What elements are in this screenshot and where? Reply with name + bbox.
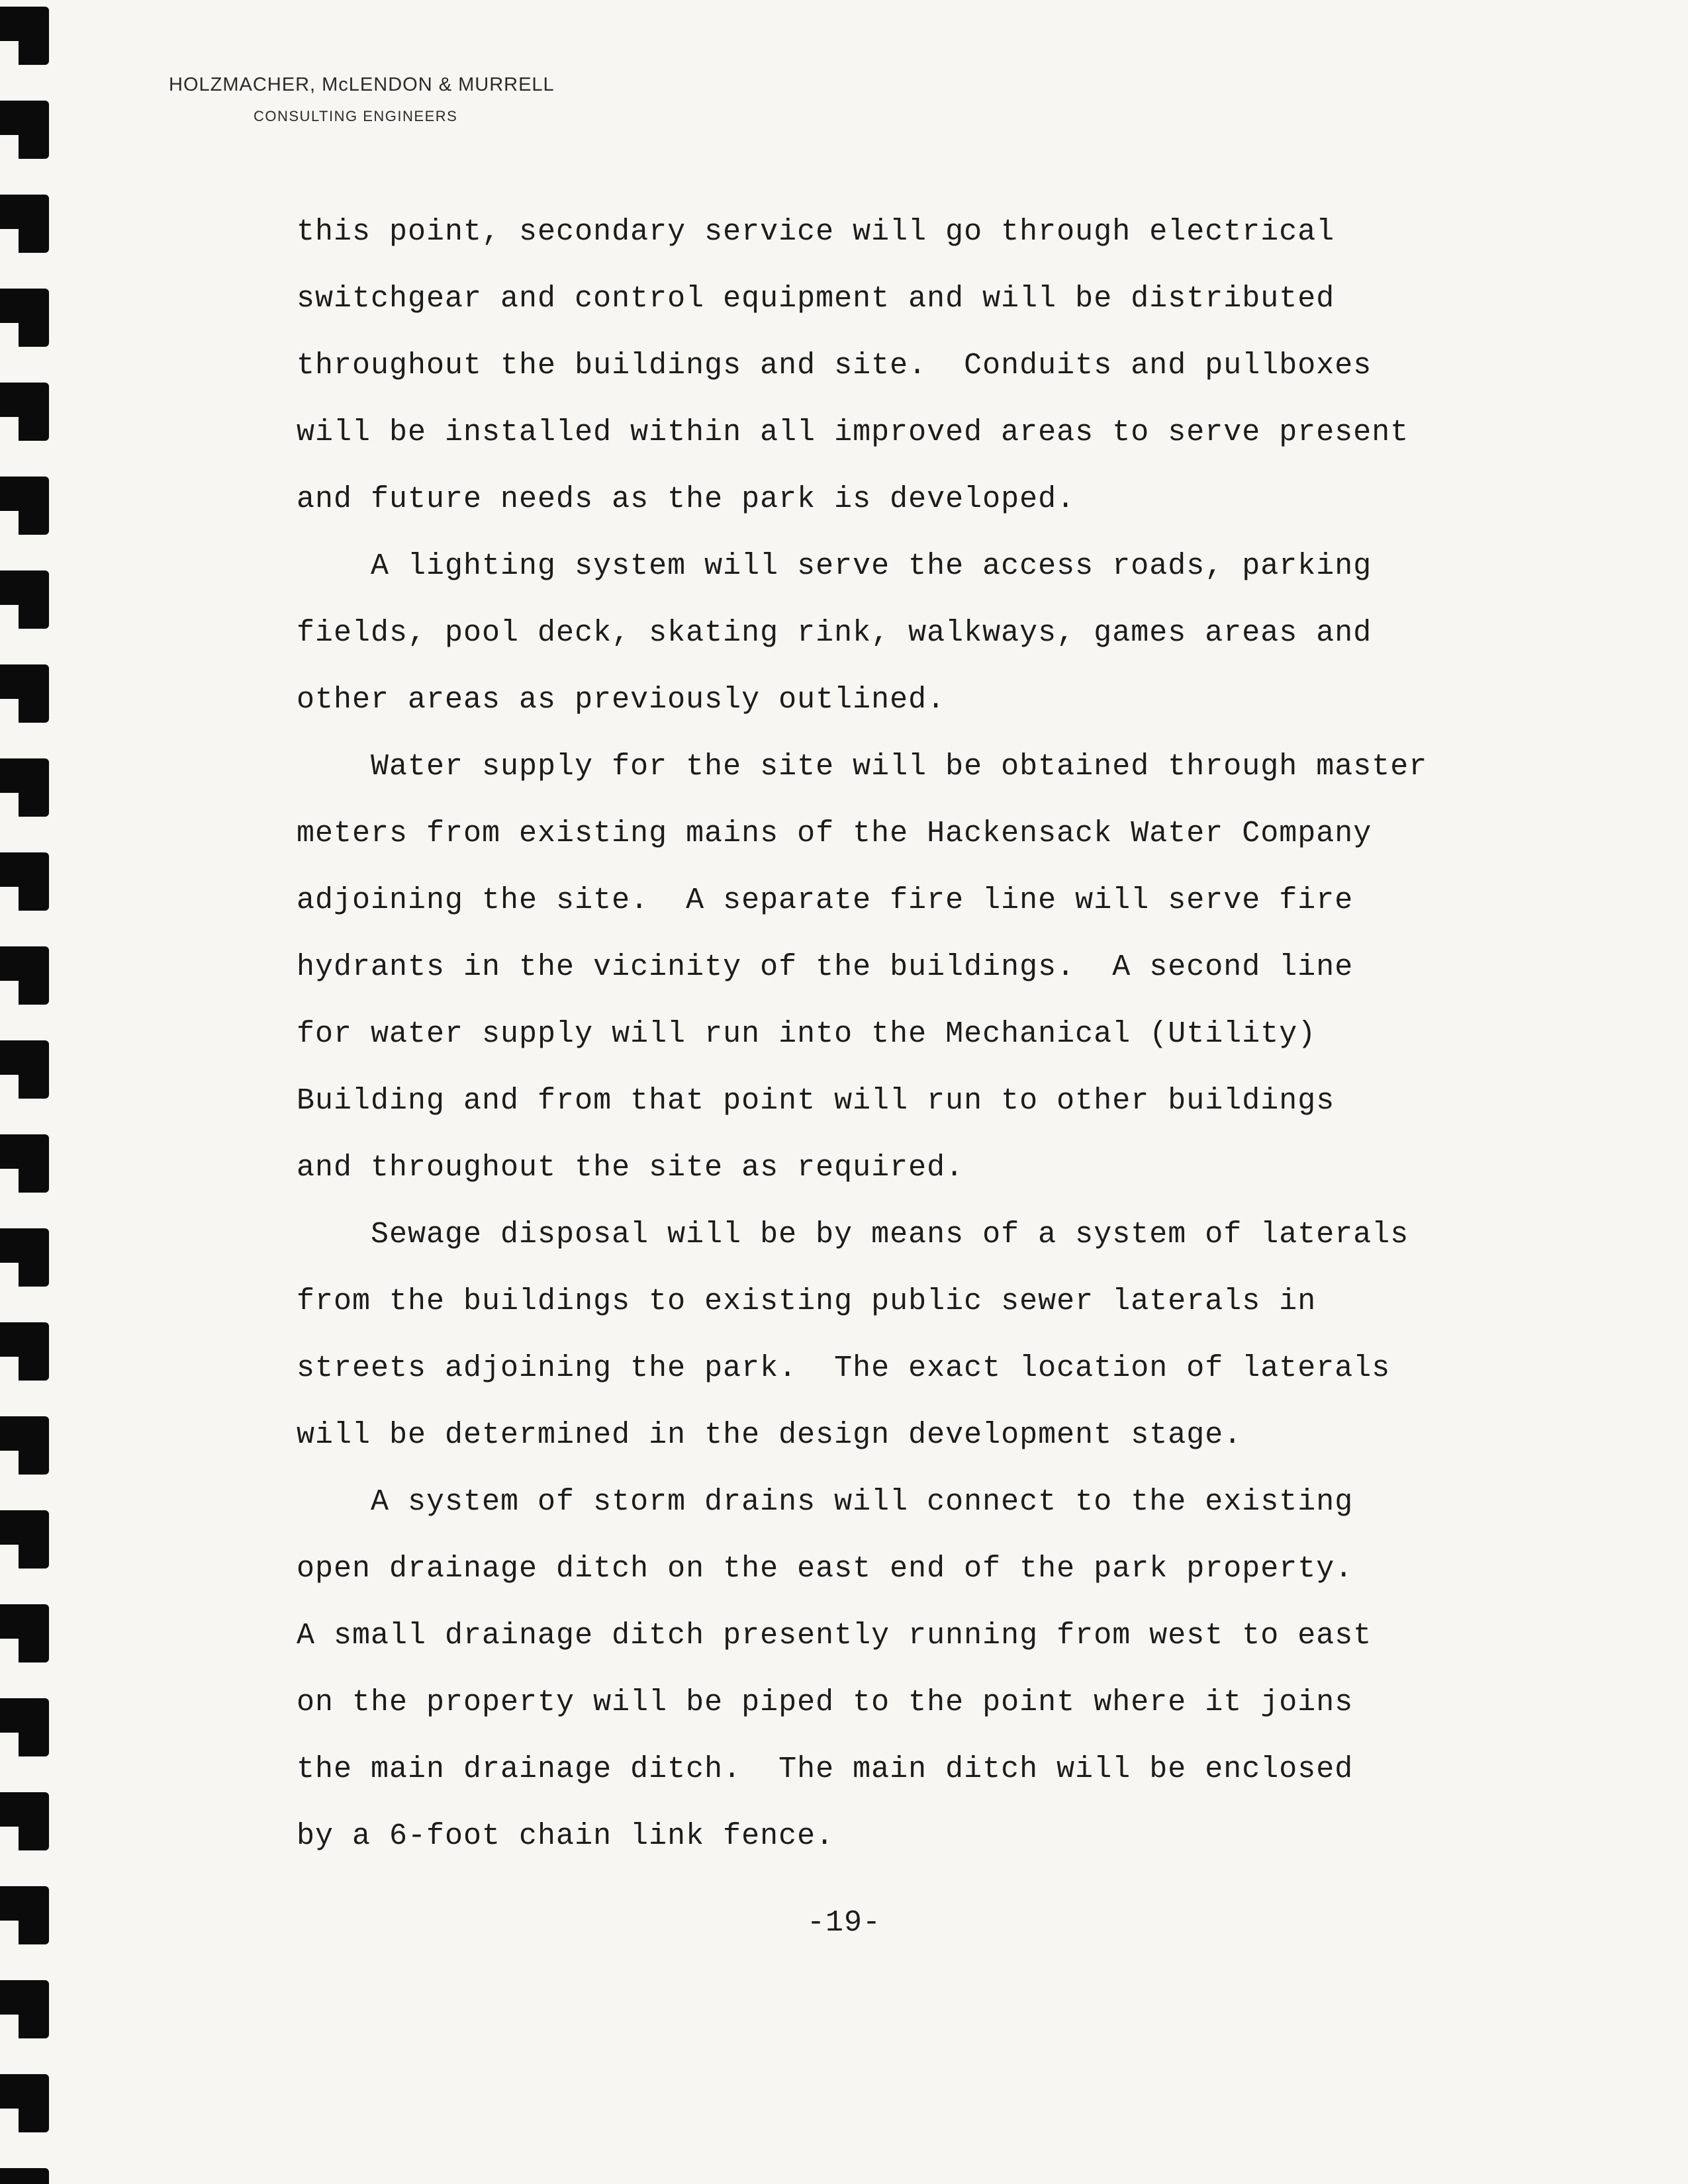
binding-hole [0, 664, 49, 723]
binding-hole [0, 101, 49, 159]
body-text [297, 199, 1554, 1870]
binding-hole [0, 383, 49, 441]
text-line: Sewage disposal will be by means of a system of laterals [297, 1218, 1409, 1251]
text-line: throughout the buildings and site. Conduits and pullboxes [297, 349, 1372, 383]
binding-hole [0, 195, 49, 253]
text-line: A small drainage ditch presently running from west to east [297, 1619, 1372, 1653]
binding-hole [0, 289, 49, 347]
binding-hole [0, 1228, 49, 1287]
text-line: Building and from that point will run to other buildings [297, 1084, 1335, 1118]
text-line: Water supply for the site will be obtained through master [297, 750, 1428, 784]
text-line: other areas as previously outlined. [297, 683, 946, 717]
binding-hole [0, 1980, 49, 2038]
text-line: will be installed within all improved areas to serve present [297, 416, 1409, 449]
binding-hole [0, 1040, 49, 1099]
text-line: from the buildings to existing public sewer laterals in [297, 1285, 1317, 1318]
binding-hole [0, 758, 49, 817]
binding-hole [0, 852, 49, 911]
text-line: and future needs as the park is developed. [297, 482, 1076, 516]
binding-hole [0, 1134, 49, 1193]
binding-hole [0, 477, 49, 535]
text-line: adjoining the site. A separate fire line will serve fire [297, 884, 1354, 917]
firm-name: HOLZMACHER, McLENDON & MURRELL [169, 74, 555, 95]
page-number: -19- [806, 1906, 882, 1940]
text-line: A lighting system will serve the access roads, parking [297, 549, 1372, 583]
binding-hole [0, 1322, 49, 1381]
text-line: this point, secondary service will go through electrical [297, 215, 1335, 249]
text-line: for water supply will run into the Mechanical (Utility) [297, 1017, 1317, 1051]
binding-hole [0, 7, 49, 65]
text-line: fields, pool deck, skating rink, walkways, games areas and [297, 616, 1372, 650]
binding-hole [0, 1792, 49, 1850]
binding-hole [0, 1604, 49, 1662]
binding-hole [0, 1510, 49, 1569]
binding-hole [0, 2168, 49, 2184]
text-line: streets adjoining the park. The exact location of laterals [297, 1351, 1391, 1385]
text-line: by a 6-foot chain link fence. [297, 1819, 835, 1853]
text-line: on the property will be piped to the point where it joins [297, 1686, 1354, 1719]
spiral-binding [0, 0, 60, 2184]
binding-hole [0, 570, 49, 629]
text-line: meters from existing mains of the Hackensack Water Company [297, 817, 1372, 850]
text-line: and throughout the site as required. [297, 1151, 964, 1185]
text-line: will be determined in the design development stage. [297, 1418, 1243, 1452]
text-line: A system of storm drains will connect to the existing [297, 1485, 1354, 1519]
text-line: hydrants in the vicinity of the buildings. A second line [297, 950, 1354, 984]
letterhead [169, 73, 555, 126]
text-line: switchgear and control equipment and will be distributed [297, 282, 1335, 316]
binding-hole [0, 1698, 49, 1756]
binding-hole [0, 1416, 49, 1475]
text-line: the main drainage ditch. The main ditch will be enclosed [297, 1752, 1354, 1786]
binding-hole [0, 2074, 49, 2132]
firm-subtitle: CONSULTING ENGINEERS [254, 108, 458, 124]
text-line: open drainage ditch on the east end of the park property. [297, 1552, 1354, 1586]
binding-hole [0, 946, 49, 1005]
